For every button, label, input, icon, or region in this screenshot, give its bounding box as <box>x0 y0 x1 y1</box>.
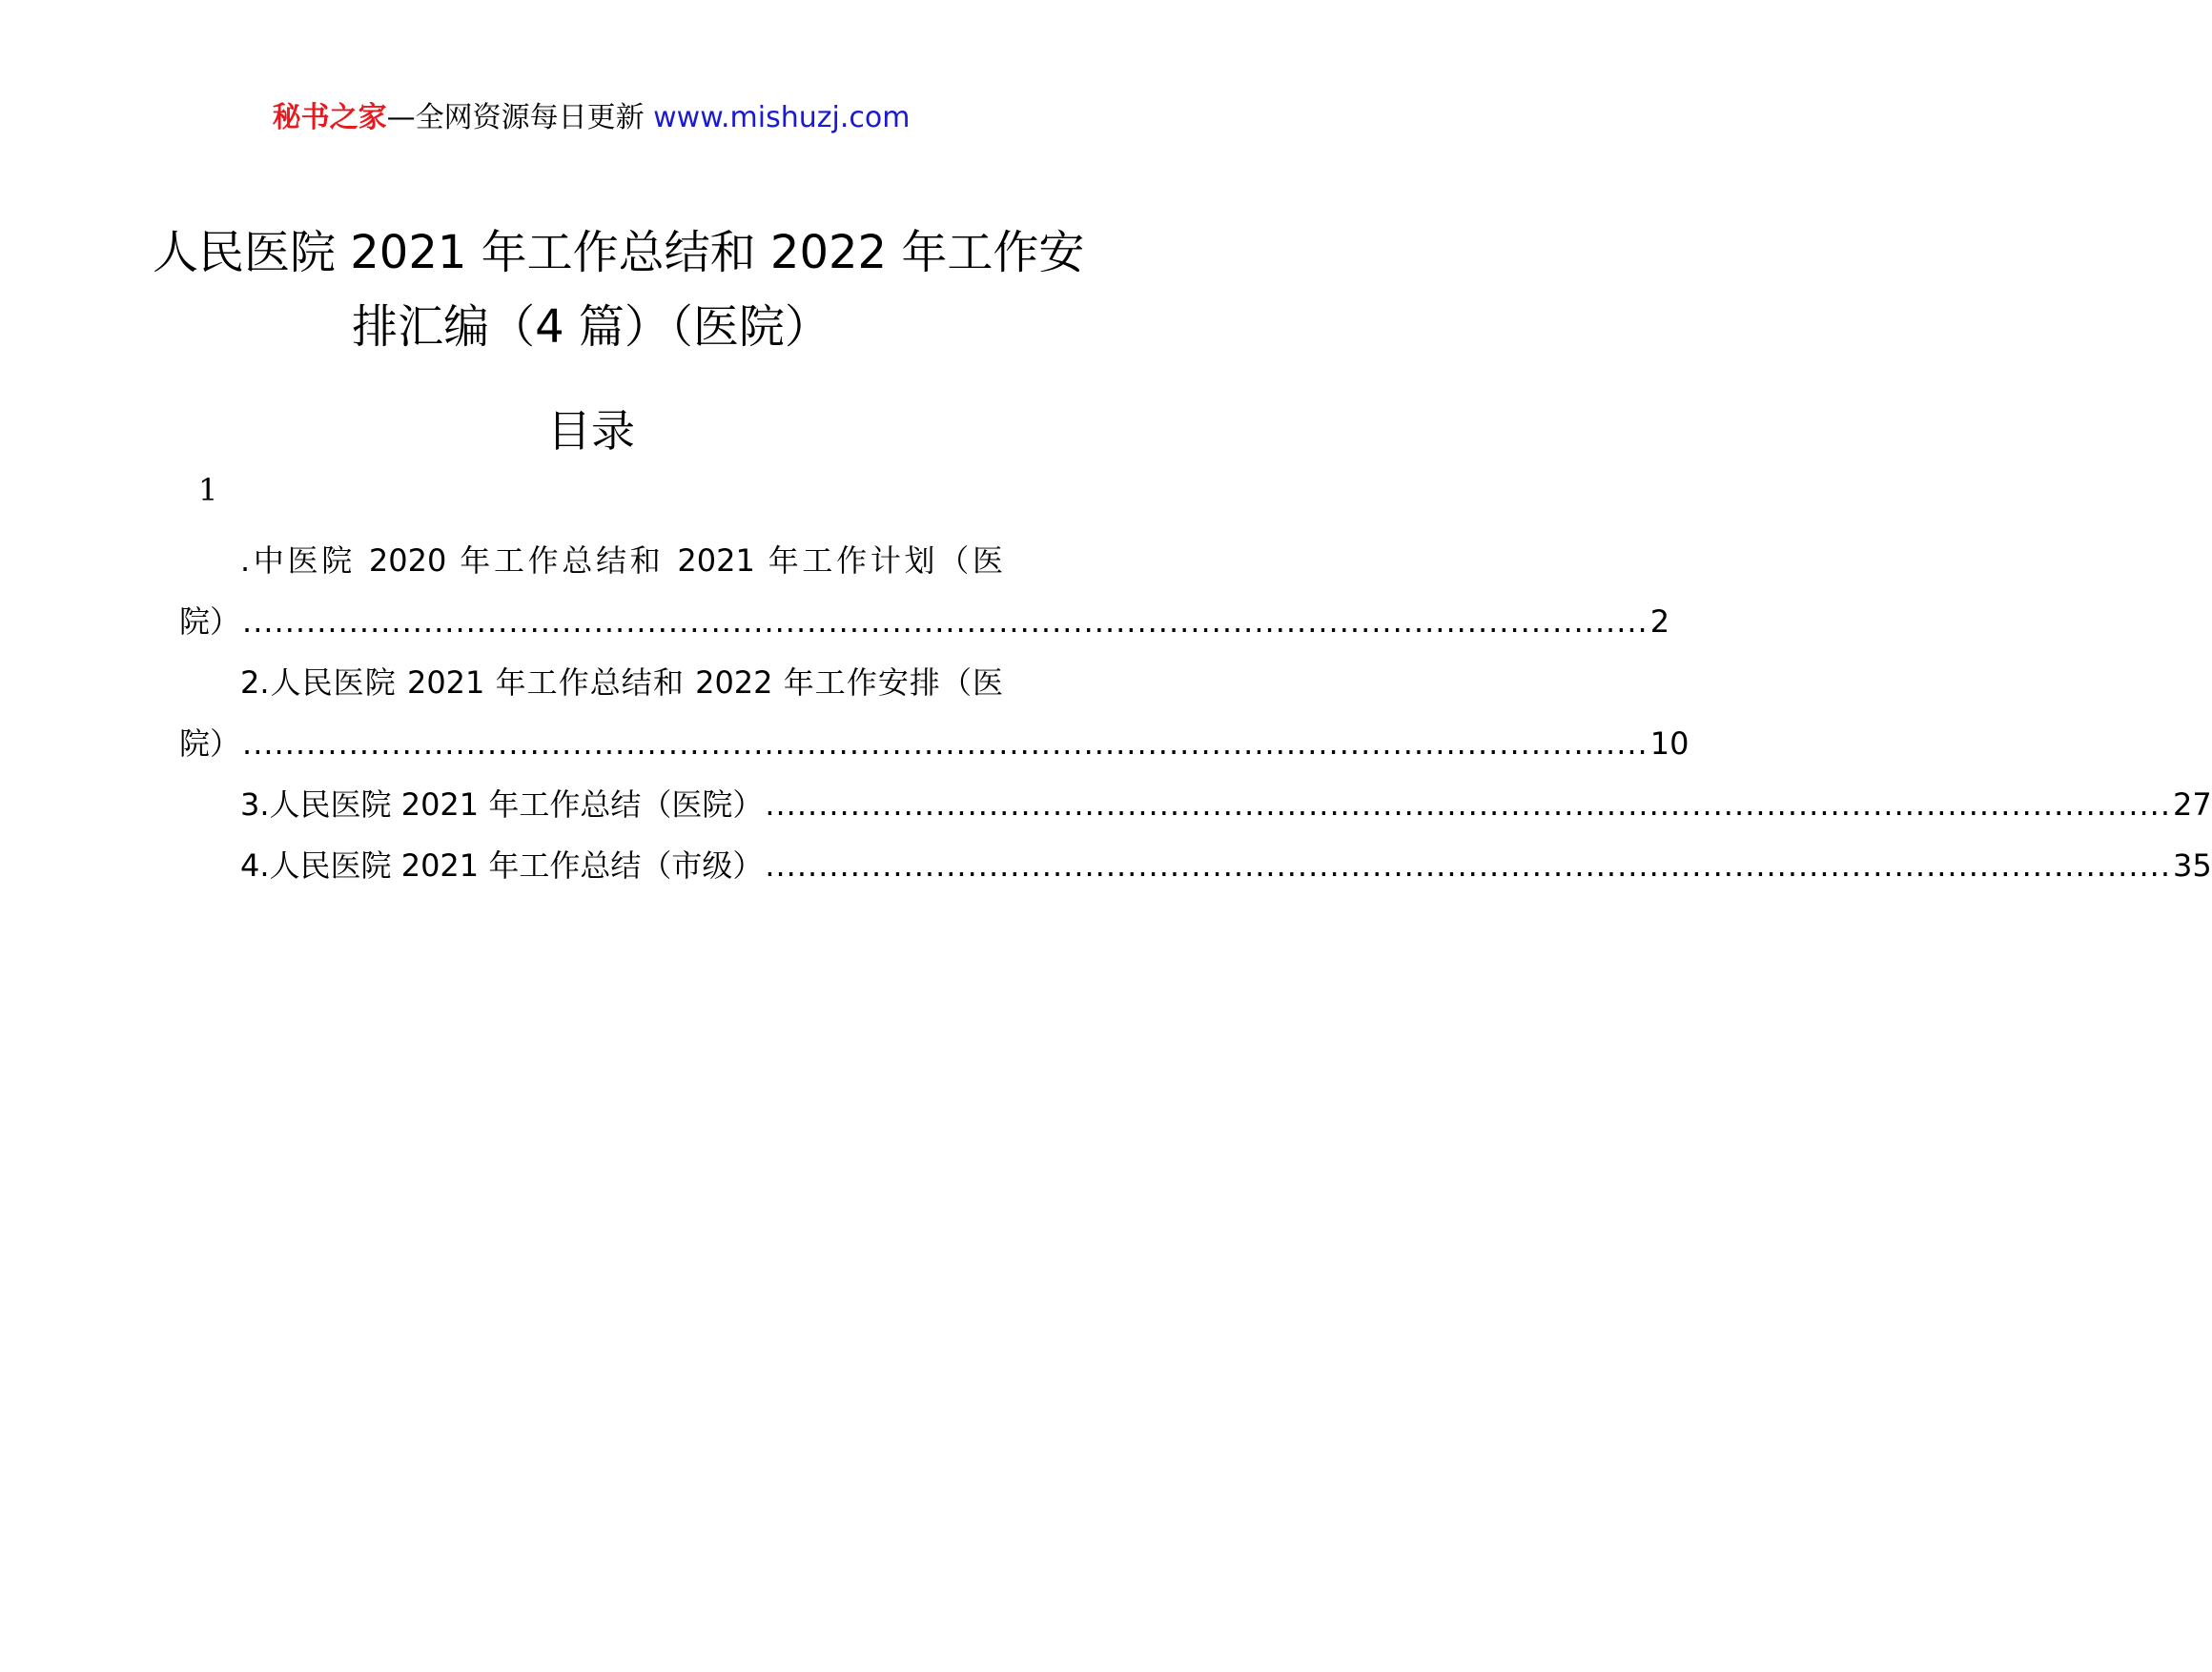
dot-leader: .................................................................................................................................... <box>765 847 2172 884</box>
table-of-contents <box>179 530 2212 896</box>
toc-entry-1[interactable] <box>179 530 1670 652</box>
toc-entry-leader-line <box>179 835 2212 896</box>
toc-entry-title: 4.人民医院 2021 年工作总结（市级） <box>240 847 764 884</box>
toc-entry-4[interactable] <box>179 835 2212 896</box>
stray-list-number: 1 <box>198 472 218 508</box>
toc-entry-3[interactable] <box>179 774 2212 835</box>
toc-entry-title: 3.人民医院 2021 年工作总结（医院） <box>240 786 764 823</box>
toc-entry-title: 2.人民医院 2021 年工作总结和 2022 年工作安排（医 <box>240 664 1003 701</box>
toc-entry-title-continued: 院） <box>179 725 241 762</box>
site-header <box>0 99 1182 137</box>
site-slogan: —全网资源每日更新 <box>386 101 654 134</box>
site-url-link[interactable]: www.mishuzj.com <box>653 101 911 134</box>
site-brand: 秘书之家 <box>272 101 387 134</box>
dot-leader: .................................................................................................................................... <box>242 725 1649 762</box>
toc-entry-leader-line <box>179 774 2212 835</box>
toc-entry-page-number: 2 <box>1649 603 1670 640</box>
toc-entry-page-number: 10 <box>1649 725 1690 762</box>
toc-heading: 目录 <box>547 405 635 457</box>
toc-entry-page-number: 27 <box>2173 786 2212 823</box>
toc-entry-2[interactable] <box>179 652 1690 774</box>
document-title <box>153 215 1085 364</box>
dot-leader: .................................................................................................................................... <box>242 603 1649 640</box>
toc-entry-title-continued: 院） <box>179 603 241 640</box>
document-title-line-2: 排汇编（4 篇）（医院） <box>352 300 830 354</box>
toc-entry-leader-line <box>179 713 1690 774</box>
toc-entry-page-number: 35 <box>2173 847 2212 884</box>
dot-leader: .................................................................................................................................... <box>765 786 2172 823</box>
document-title-line-1: 人民医院 2021 年工作总结和 2022 年工作安 <box>153 226 1085 279</box>
toc-entry-title: .中医院 2020 年工作总结和 2021 年工作计划（医 <box>240 542 1003 579</box>
toc-entry-leader-line <box>179 591 1670 652</box>
